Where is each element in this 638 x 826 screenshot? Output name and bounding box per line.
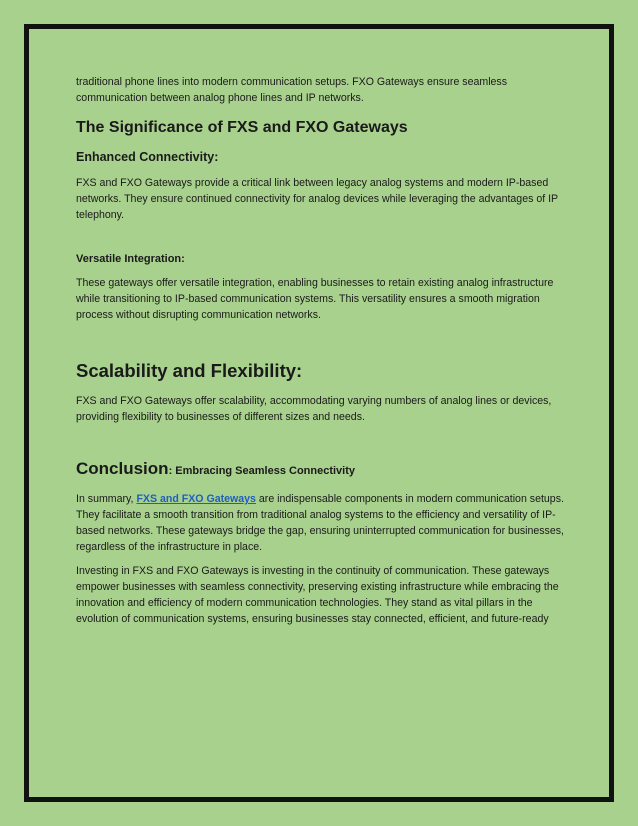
- enhanced-connectivity-paragraph: FXS and FXO Gateways provide a critical link between legacy analog systems and modern IP-based networks. They ensure continued connectivity for analog devices while leveraging the advantages of IP telephony.: [76, 177, 558, 221]
- conclusion-paragraph-1: [76, 491, 564, 555]
- conclusion-paragraph-2: Investing in FXS and FXO Gateways is investing in the continuity of communication. These gateways empower businesses with seamless connectivity, preserving existing infrastructure while embracing the innovation and efficiency of modern communication technologies. They stand as vital pillars in the evolution of communication systems, ensuring businesses stay connected, efficient, and future-ready: [76, 565, 559, 625]
- fxs-fxo-gateways-link[interactable]: FXS and FXO Gateways: [136, 493, 256, 505]
- enhanced-connectivity-heading: Enhanced Connectivity:: [76, 150, 219, 164]
- conclusion-subtitle: : Embracing Seamless Connectivity: [168, 465, 356, 477]
- conclusion-p1-lead: In summary,: [76, 493, 137, 505]
- scalability-paragraph: FXS and FXO Gateways offer scalability, accommodating varying numbers of analog lines or devices, providing flexibility to businesses of different sizes and needs.: [76, 395, 552, 423]
- versatile-integration-heading: Versatile Integration:: [76, 253, 185, 265]
- significance-heading: The Significance of FXS and FXO Gateways: [76, 119, 408, 136]
- document-body: [76, 74, 564, 635]
- conclusion-title: Conclusion: [76, 459, 169, 478]
- conclusion-heading: [76, 457, 564, 483]
- conclusion-p1-rest: are indispensable components in modern communication setups. They facilitate a smooth transition from traditional analog systems to the efficiency and versatility of IP-based networks. These gateways bridge the gap, ensuring uninterrupted communication for businesses, regardless of the infrastructure in place.: [76, 493, 564, 553]
- scalability-heading: Scalability and Flexibility:: [76, 360, 303, 381]
- versatile-integration-paragraph: These gateways offer versatile integration, enabling businesses to retain existing analog infrastructure while transitioning to IP-based communication systems. This versatility ensures a smooth migration process without disrupting communication networks.: [76, 277, 554, 321]
- intro-paragraph: traditional phone lines into modern communication setups. FXO Gateways ensure seamless communication between analog phone lines and IP networks.: [76, 76, 508, 104]
